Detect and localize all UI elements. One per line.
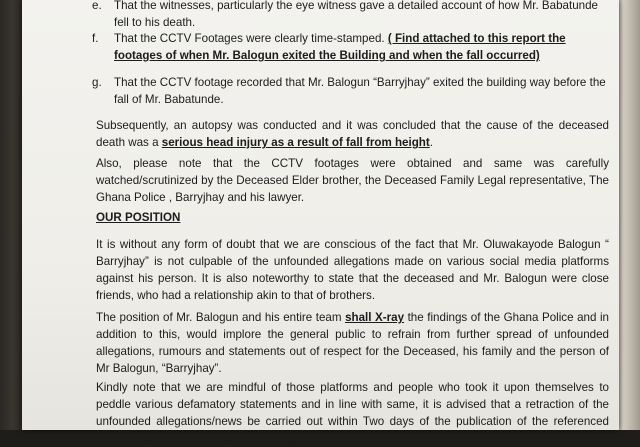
list-marker: e.	[92, 0, 102, 12]
list-marker: f.	[92, 32, 99, 45]
paragraph-kindly: Kindly note that we are mindful of those platforms and people who took it upon themselves to peddle various defamatory statements and in line with same, it is advised that a retraction of the unfounded allegations/news be carried out within Two days of the publication of the referenced press release. Failure to act accordingly shall attract the full weight of the law.	[96, 381, 609, 445]
paragraph-cctv: Also, please note that the CCTV footages were obtained and same was carefully watched/scrutinized by the Deceased Elder brother, the Deceased Family Legal representative, The Ghana Police , Barryjhay and his lawyer.	[96, 157, 609, 204]
section-heading: OUR POSITION	[96, 211, 181, 224]
paragraph-text: .	[429, 136, 433, 149]
list-item-text: That the CCTV Footages were clearly time-stamped.	[114, 32, 388, 45]
paragraph-team	[96, 309, 609, 377]
cause-of-death: serious head injury as a result of fall from height	[161, 136, 430, 149]
paragraph-text: The position of Mr. Balogun and his entire team	[96, 311, 346, 324]
list-item-text: That the CCTV footage recorded that Mr. Balogun “Barryjhay” exited the building way before the fall of Mr. Babatunde.	[114, 76, 606, 106]
paragraph-autopsy	[96, 117, 609, 151]
list-marker: g.	[92, 76, 102, 89]
list-item-f	[92, 30, 612, 64]
attachment-note: ( Find attached to this report the footages of when Mr. Balogun exited the Building and when the fall occurred)	[114, 32, 566, 62]
list-item-g	[92, 74, 612, 108]
xray-phrase: shall X-ray	[345, 311, 405, 324]
list-item-text: That the witnesses, particularly the eye witness gave a detailed account of how Mr. Babatunde fell to his death.	[114, 0, 598, 29]
document-page	[22, 0, 619, 445]
paragraph-text: the findings of the Ghana Police and in addition to this, would implore the general public to refrain from further spread of unfounded allegations, rumours and statements out of respect for the Deceased, his family and the person of Mr Balogun, “Barryjhay”.	[96, 311, 609, 375]
list-item-e	[92, 0, 612, 31]
paragraph-position: It is without any form of doubt that we are conscious of the fact that Mr. Oluwakayode Balogun “ Barryjhay” is not culpable of the unfounded allegations made on various social media platforms against his person. It is also noteworthy to state that the deceased and Mr. Balogun were close friends, who had a relationship akin to that of brothers.	[96, 238, 609, 302]
paragraph-text: Subsequently, an autopsy was conducted and it was concluded that the cause of the deceased death was a	[96, 119, 609, 149]
